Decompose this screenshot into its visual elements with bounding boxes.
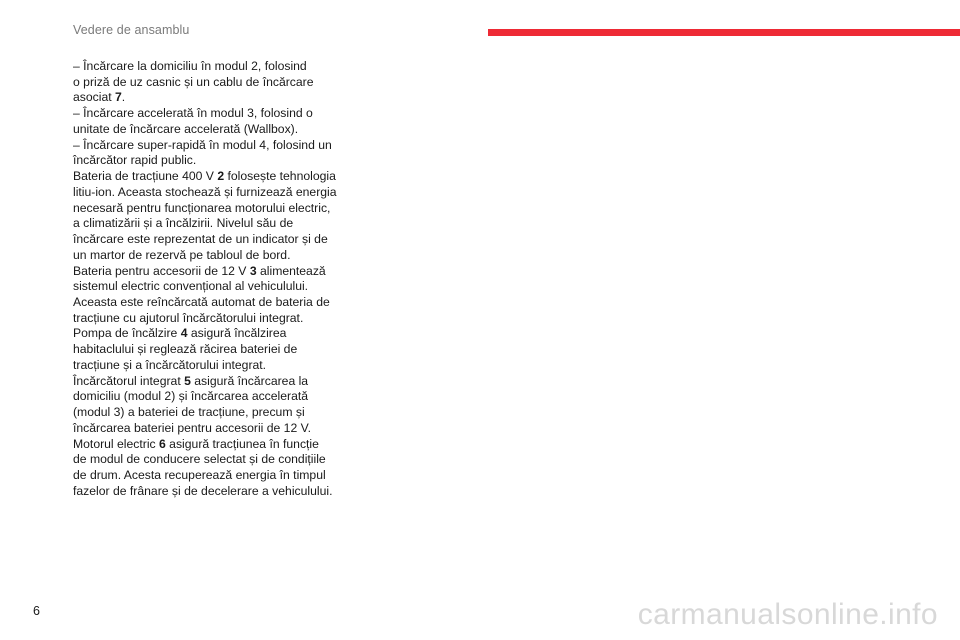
text-run: încărcare este reprezentat de un indicator și de bbox=[73, 232, 328, 247]
text-run: sistemul electric convențional al vehiculului. bbox=[73, 279, 309, 294]
callout-number: 4 bbox=[180, 326, 188, 341]
text-line bbox=[73, 374, 345, 390]
text-run: Pompa de încălzire bbox=[73, 326, 181, 341]
text-line bbox=[73, 295, 345, 311]
text-line bbox=[73, 389, 345, 405]
callout-number: 6 bbox=[159, 436, 166, 451]
watermark: carmanualsonline.info bbox=[637, 598, 938, 631]
text-run: încărcarea bateriei pentru accesorii de 12 V. bbox=[73, 420, 312, 435]
text-line bbox=[73, 248, 345, 264]
text-line bbox=[73, 122, 345, 138]
text-line bbox=[73, 437, 345, 453]
page-number: 6 bbox=[33, 604, 40, 618]
text-run: – Încărcare super-rapidă în modul 4, folosind un bbox=[73, 137, 332, 152]
text-line bbox=[73, 153, 345, 169]
text-line bbox=[73, 201, 345, 217]
text-line bbox=[73, 75, 345, 91]
text-line bbox=[73, 452, 345, 468]
callout-number: 3 bbox=[249, 263, 257, 278]
text-run: – Încărcare accelerată în modul 3, folosind o bbox=[73, 106, 313, 121]
text-run: asigură tracțiunea în funcție bbox=[165, 436, 319, 451]
text-line bbox=[73, 185, 345, 201]
text-run: folosește tehnologia bbox=[224, 169, 336, 184]
text-line bbox=[73, 279, 345, 295]
text-run: (modul 3) a bateriei de tracțiune, precum și bbox=[73, 405, 305, 420]
text-line bbox=[73, 232, 345, 248]
text-run: . bbox=[121, 90, 126, 105]
text-line bbox=[73, 358, 345, 374]
text-line bbox=[73, 106, 345, 122]
text-run: de drum. Acesta recuperează energia în timpul bbox=[73, 468, 326, 483]
text-run: Încărcătorul integrat bbox=[73, 373, 185, 388]
text-line bbox=[73, 484, 345, 500]
text-line bbox=[73, 421, 345, 437]
text-run: litiu-ion. Aceasta stochează și furnizează energia bbox=[73, 184, 337, 199]
text-run: Aceasta este reîncărcată automat de bateria de bbox=[73, 295, 330, 310]
text-line bbox=[73, 169, 345, 185]
callout-number: 5 bbox=[184, 373, 191, 388]
text-run: tracțiune și a încărcătorului integrat. bbox=[73, 357, 267, 372]
text-run: alimentează bbox=[256, 263, 326, 278]
text-line bbox=[73, 90, 345, 106]
text-run: necesară pentru funcționarea motorului electric, bbox=[73, 200, 331, 215]
text-line bbox=[73, 311, 345, 327]
text-run: Bateria de tracțiune 400 V bbox=[73, 169, 218, 184]
section-title: Vedere de ansamblu bbox=[73, 23, 190, 37]
text-run: încărcător rapid public. bbox=[73, 153, 197, 168]
text-run: – Încărcare la domiciliu în modul 2, folosind bbox=[73, 59, 307, 73]
text-line bbox=[73, 59, 345, 75]
text-line bbox=[73, 326, 345, 342]
text-run: Bateria pentru accesorii de 12 V bbox=[73, 263, 250, 278]
text-line bbox=[73, 216, 345, 232]
callout-number: 7 bbox=[115, 90, 122, 105]
text-run: asigură încărcarea la bbox=[190, 373, 309, 388]
text-run: tracțiune cu ajutorul încărcătorului integrat. bbox=[73, 310, 304, 325]
text-run: Motorul electric bbox=[73, 436, 160, 451]
header-accent-bar bbox=[488, 29, 960, 36]
text-run: un martor de rezervă pe tabloul de bord. bbox=[73, 247, 291, 262]
text-run: habitaclului și reglează răcirea bateriei de bbox=[73, 342, 298, 357]
text-run: de modul de conducere selectat și de condițiile bbox=[73, 452, 326, 467]
text-line bbox=[73, 342, 345, 358]
text-run: domiciliu (modul 2) și încărcarea accelerată bbox=[73, 389, 309, 404]
text-line bbox=[73, 405, 345, 421]
text-run: unitate de încărcare accelerată (Wallbox). bbox=[73, 121, 299, 136]
callout-number: 2 bbox=[217, 169, 225, 184]
text-run: asociat bbox=[73, 90, 116, 105]
text-run: fazelor de frânare și de decelerare a vehiculului. bbox=[73, 483, 333, 498]
text-run: o priză de uz casnic și un cablu de încărcare bbox=[73, 74, 314, 89]
text-run: asigură încălzirea bbox=[187, 326, 287, 341]
text-line bbox=[73, 468, 345, 484]
text-line bbox=[73, 264, 345, 280]
text-line bbox=[73, 138, 345, 154]
body-text bbox=[73, 59, 345, 500]
text-run: a climatizării și a încălzirii. Nivelul său de bbox=[73, 216, 294, 231]
